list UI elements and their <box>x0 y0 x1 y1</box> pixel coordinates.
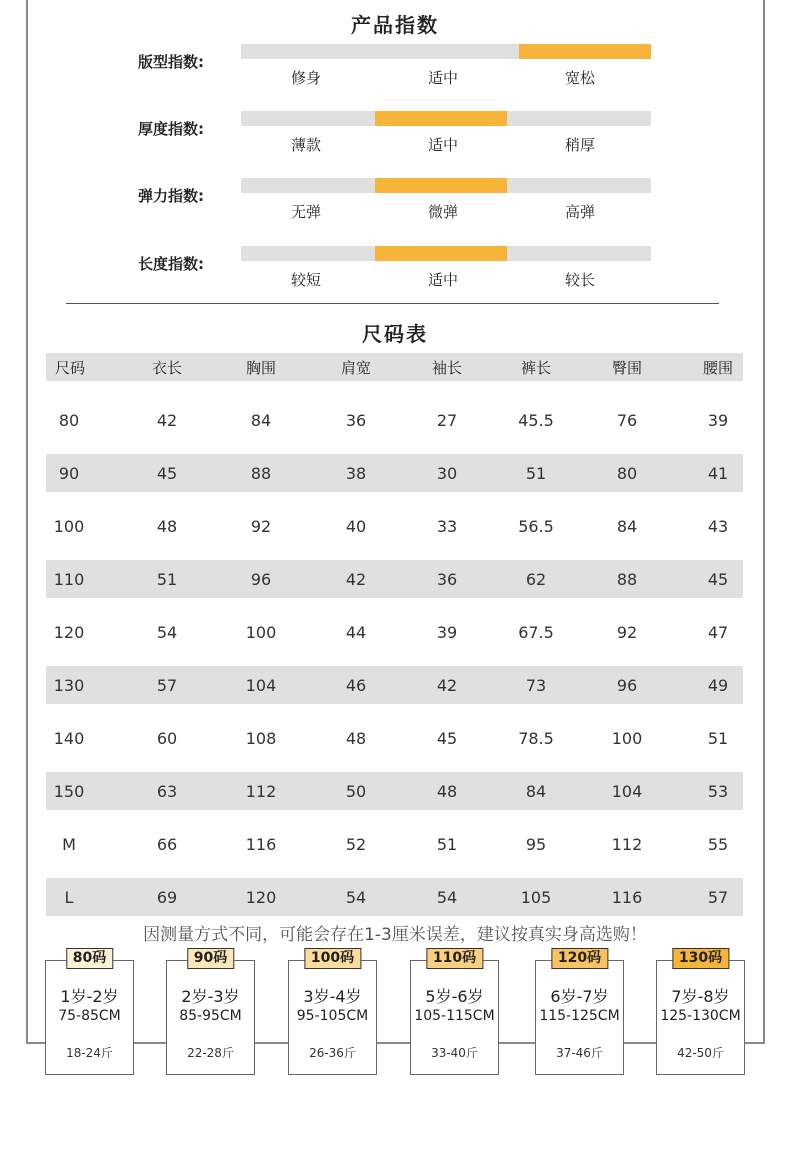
table-cell: 33 <box>436 517 458 536</box>
table-cell: 60 <box>156 729 178 748</box>
table-cell: 54 <box>436 888 458 907</box>
weight-range: 37-46斤 <box>556 1046 603 1060</box>
index-label: 弹力指数: <box>138 187 204 205</box>
table-cell: 108 <box>245 729 277 748</box>
size-card <box>45 950 134 1075</box>
table-row <box>46 878 743 916</box>
table-cell: 100 <box>611 729 643 748</box>
table-cell: 140 <box>53 729 85 748</box>
table-cell: 47 <box>707 623 729 642</box>
table-cell: 78.5 <box>518 729 554 748</box>
height-range: 115-125CM <box>539 1008 620 1024</box>
table-cell: 63 <box>156 782 178 801</box>
table-cell: 104 <box>245 676 277 695</box>
index-option: 宽松 <box>564 69 595 87</box>
table-cell: 51 <box>525 464 547 483</box>
table-cell: 116 <box>611 888 643 907</box>
table-cell: 36 <box>436 570 458 589</box>
table-cell: 66 <box>156 835 178 854</box>
frame-right-border <box>763 0 765 1044</box>
table-cell: 120 <box>53 623 85 642</box>
table-cell: 96 <box>250 570 272 589</box>
table-header-cell: 腰围 <box>702 359 734 377</box>
table-cell: 120 <box>245 888 277 907</box>
table-cell: 150 <box>53 782 85 801</box>
table-cell: 45 <box>707 570 729 589</box>
frame-bottom-border <box>26 1042 765 1044</box>
height-range: 85-95CM <box>179 1008 242 1024</box>
table-cell: 41 <box>707 464 729 483</box>
section-divider <box>66 303 719 304</box>
table-cell: 92 <box>616 623 638 642</box>
table-cell: 49 <box>707 676 729 695</box>
table-cell: 112 <box>611 835 643 854</box>
height-range: 125-130CM <box>660 1008 741 1024</box>
weight-range: 26-36斤 <box>309 1046 356 1060</box>
table-cell: 48 <box>436 782 458 801</box>
table-cell: 48 <box>345 729 367 748</box>
table-header-cell: 袖长 <box>431 359 463 377</box>
height-range: 95-105CM <box>296 1008 369 1024</box>
table-cell: M <box>62 835 76 854</box>
index-option: 稍厚 <box>564 136 595 154</box>
index-option: 适中 <box>427 69 458 87</box>
size-badge: 80码 <box>66 948 113 969</box>
table-row <box>46 560 743 598</box>
table-cell: 50 <box>345 782 367 801</box>
table-cell: 73 <box>525 676 547 695</box>
index-label: 厚度指数: <box>138 120 204 138</box>
table-cell: 90 <box>58 464 80 483</box>
table-header-cell: 尺码 <box>55 359 86 377</box>
table-cell: 42 <box>436 676 458 695</box>
table-cell: 80 <box>58 411 80 430</box>
index-option: 无弹 <box>290 203 321 221</box>
table-header-cell: 臀围 <box>611 359 643 377</box>
table-row <box>46 401 743 439</box>
table-cell: 39 <box>436 623 458 642</box>
size-badge: 100码 <box>304 948 361 969</box>
table-cell: 88 <box>250 464 272 483</box>
index-option: 薄款 <box>290 136 321 154</box>
index-selected-segment <box>375 178 507 193</box>
index-label: 长度指数: <box>138 255 204 273</box>
index-label: 版型指数: <box>138 53 204 71</box>
table-cell: 105 <box>520 888 552 907</box>
frame-left-border <box>26 0 28 1044</box>
table-cell: 56.5 <box>518 517 554 536</box>
table-cell: 67.5 <box>518 623 554 642</box>
size-badge: 90码 <box>187 948 234 969</box>
table-cell: 52 <box>345 835 367 854</box>
size-card <box>656 950 745 1075</box>
table-row <box>46 825 743 863</box>
age-range: 7岁-8岁 <box>671 987 730 1006</box>
table-row <box>46 719 743 757</box>
height-range: 105-115CM <box>414 1008 495 1024</box>
table-cell: 40 <box>345 517 367 536</box>
size-card <box>166 950 255 1075</box>
table-cell: 96 <box>616 676 638 695</box>
table-cell: 95 <box>525 835 547 854</box>
table-cell: 45.5 <box>518 411 554 430</box>
table-cell: 116 <box>245 835 277 854</box>
table-cell: 55 <box>707 835 729 854</box>
product-index-title: 产品指数 <box>351 13 439 37</box>
size-badge: 130码 <box>672 948 729 969</box>
index-bar <box>241 246 651 261</box>
table-cell: L <box>64 888 74 907</box>
table-row <box>46 454 743 492</box>
age-range: 2岁-3岁 <box>181 987 240 1006</box>
table-cell: 36 <box>345 411 367 430</box>
table-cell: 57 <box>707 888 729 907</box>
table-cell: 100 <box>245 623 277 642</box>
table-cell: 48 <box>156 517 178 536</box>
table-cell: 51 <box>156 570 178 589</box>
index-bar <box>241 44 651 59</box>
table-cell: 54 <box>156 623 178 642</box>
table-cell: 57 <box>156 676 178 695</box>
index-option: 高弹 <box>564 203 595 221</box>
table-cell: 54 <box>345 888 367 907</box>
index-option: 较长 <box>564 271 595 289</box>
index-option: 修身 <box>290 69 321 87</box>
table-cell: 110 <box>53 570 85 589</box>
table-cell: 44 <box>345 623 367 642</box>
table-header-cell: 衣长 <box>151 359 183 377</box>
weight-range: 18-24斤 <box>66 1046 113 1060</box>
table-cell: 51 <box>436 835 458 854</box>
table-row <box>46 507 743 545</box>
table-row <box>46 772 743 810</box>
table-cell: 80 <box>616 464 638 483</box>
size-card <box>535 950 624 1075</box>
table-cell: 51 <box>707 729 729 748</box>
table-cell: 104 <box>611 782 643 801</box>
table-cell: 100 <box>53 517 85 536</box>
measurement-note: 因测量方式不同，可能会存在1-3厘米误差，建议按真实身高选购！ <box>143 925 647 945</box>
height-range: 75-85CM <box>58 1008 121 1024</box>
index-selected-segment <box>375 246 507 261</box>
table-cell: 130 <box>53 676 85 695</box>
table-cell: 46 <box>345 676 367 695</box>
weight-range: 22-28斤 <box>187 1046 234 1060</box>
size-table-title: 尺码表 <box>362 322 428 346</box>
table-cell: 39 <box>707 411 729 430</box>
table-cell: 84 <box>250 411 272 430</box>
index-selected-segment <box>375 111 507 126</box>
table-cell: 112 <box>245 782 277 801</box>
table-cell: 92 <box>250 517 272 536</box>
table-cell: 43 <box>707 517 729 536</box>
age-range: 6岁-7岁 <box>550 987 609 1006</box>
weight-range: 42-50斤 <box>677 1046 724 1060</box>
table-cell: 30 <box>436 464 458 483</box>
index-option: 适中 <box>427 136 458 154</box>
size-badge: 120码 <box>551 948 608 969</box>
table-cell: 42 <box>345 570 367 589</box>
index-option: 较短 <box>290 271 321 289</box>
index-option: 微弹 <box>427 203 458 221</box>
table-row <box>46 666 743 704</box>
table-cell: 27 <box>436 411 458 430</box>
size-badge: 110码 <box>426 948 483 969</box>
index-selected-segment <box>519 44 651 59</box>
table-header-cell: 裤长 <box>520 359 552 377</box>
table-cell: 84 <box>525 782 547 801</box>
table-cell: 76 <box>616 411 638 430</box>
age-range: 5岁-6岁 <box>425 987 484 1006</box>
table-cell: 45 <box>156 464 178 483</box>
table-cell: 88 <box>616 570 638 589</box>
table-cell: 62 <box>525 570 547 589</box>
age-range: 3岁-4岁 <box>303 987 362 1006</box>
index-option: 适中 <box>427 271 458 289</box>
weight-range: 33-40斤 <box>431 1046 478 1060</box>
age-range: 1岁-2岁 <box>60 987 119 1006</box>
table-cell: 45 <box>436 729 458 748</box>
size-card <box>288 950 377 1075</box>
size-table-header <box>46 353 743 381</box>
table-cell: 53 <box>707 782 729 801</box>
table-row <box>46 613 743 651</box>
index-bar <box>241 178 651 193</box>
table-cell: 42 <box>156 411 178 430</box>
table-header-cell: 胸围 <box>245 359 277 377</box>
table-cell: 69 <box>156 888 178 907</box>
table-cell: 38 <box>345 464 367 483</box>
table-cell: 84 <box>616 517 638 536</box>
index-bar <box>241 111 651 126</box>
table-header-cell: 肩宽 <box>340 359 372 377</box>
size-card <box>410 950 499 1075</box>
